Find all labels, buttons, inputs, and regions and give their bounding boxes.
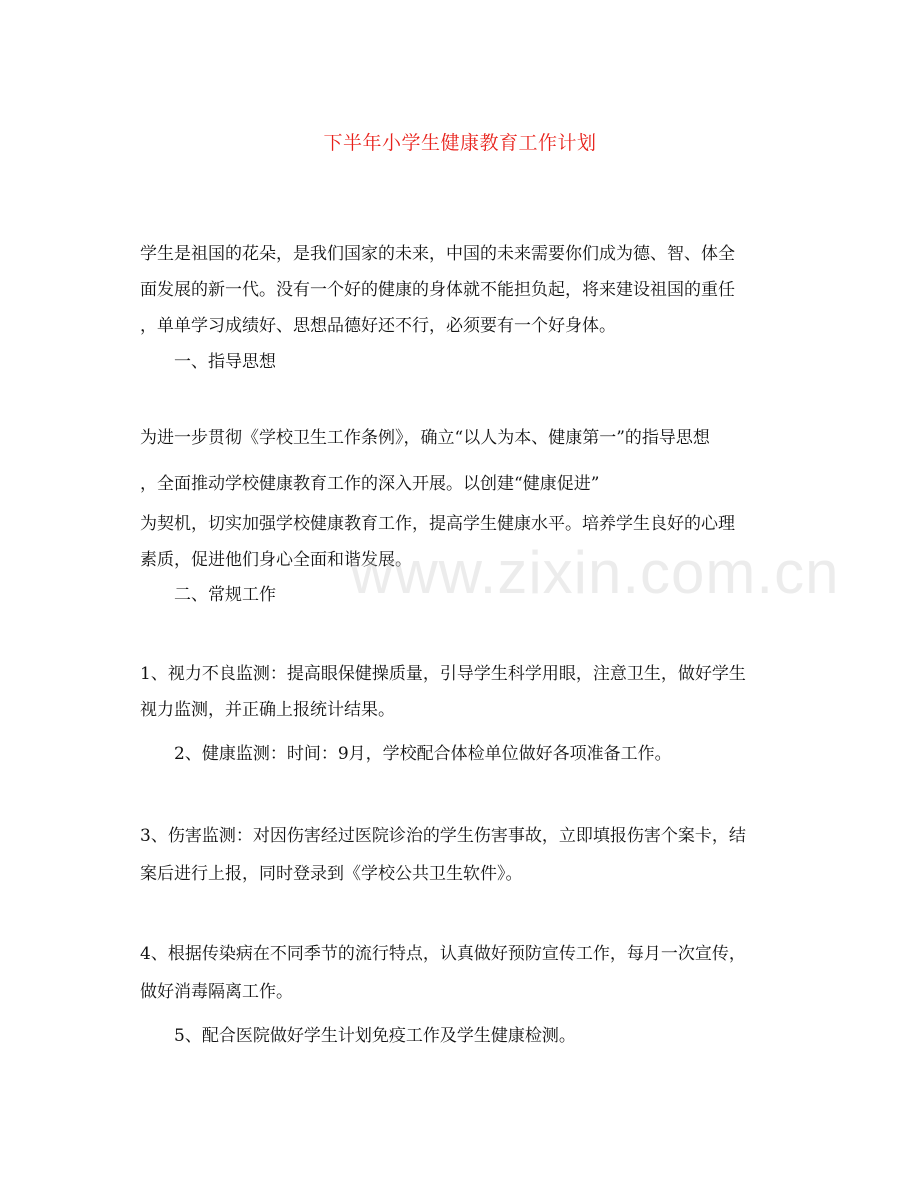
item5-line: 5、配合医院做好学生计划免疫工作及学生健康检测。 <box>174 1026 576 1046</box>
item4-line-1: 4、根据传染病在不同季节的流行特点，认真做好预防宣传工作，每月一次宣传， <box>140 944 746 964</box>
item2-line: 2、健康监测：时间：9月，学校配合体检单位做好各项准备工作。 <box>174 744 672 764</box>
item4-line-2: 做好消毒隔离工作。 <box>140 982 293 1002</box>
section-heading-routine-work: 二、常规工作 <box>174 585 276 605</box>
section1-line-1: 为进一步贯彻《学校卫生工作条例》，确立“以人为本、健康第一”的指导思想 <box>140 428 710 448</box>
document-title: 下半年小学生健康教育工作计划 <box>323 132 597 154</box>
intro-line-2: 面发展的新一代。没有一个好的健康的身体就不能担负起，将来建设祖国的重任 <box>140 280 735 300</box>
intro-line-1: 学生是祖国的花朵，是我们国家的未来，中国的未来需要你们成为德、智、体全 <box>140 244 735 264</box>
section-heading-guiding-thought: 一、指导思想 <box>174 352 276 372</box>
section1-line-4: 素质，促进他们身心全面和谐发展。 <box>140 550 412 570</box>
section1-line-3: 为契机，切实加强学校健康教育工作，提高学生健康水平。培养学生良好的心理 <box>140 514 735 534</box>
item3-line-1: 3、伤害监测：对因伤害经过医院诊治的学生伤害事故，立即填报伤害个案卡，结 <box>140 826 746 846</box>
item1-line-1: 1、视力不良监测：提高眼保健操质量，引导学生科学用眼，注意卫生，做好学生 <box>140 664 746 684</box>
item1-line-2: 视力监测，并正确上报统计结果。 <box>140 700 395 720</box>
section1-line-2: ，全面推动学校健康教育工作的深入开展。以创建“健康促进” <box>140 474 600 494</box>
watermark-text: www.zixin.com.cn <box>350 539 840 606</box>
intro-line-3: ，单单学习成绩好、思想品德好还不行，必须要有一个好身体。 <box>140 316 616 336</box>
item3-line-2: 案后进行上报，同时登录到《学校公共卫生软件》。 <box>140 864 523 884</box>
